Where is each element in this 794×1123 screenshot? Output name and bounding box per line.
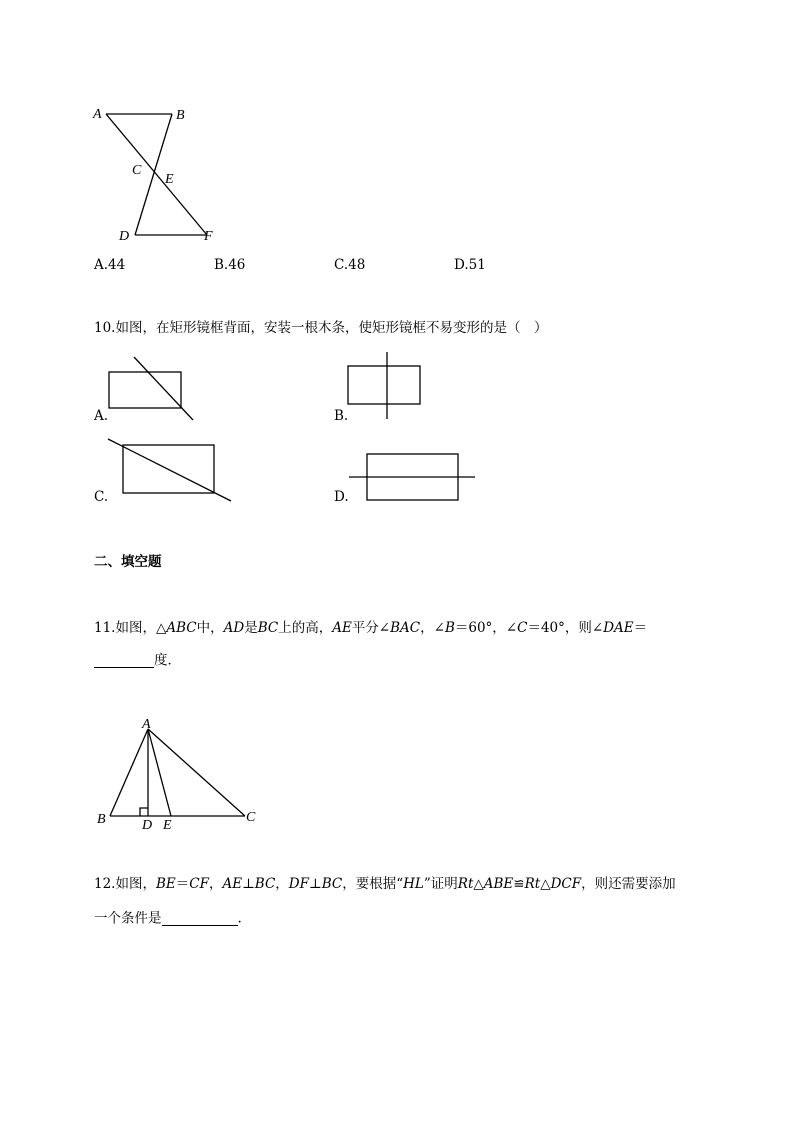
q12-text: ，: [275, 876, 289, 892]
q10-figure-a: [105, 355, 215, 435]
q12-math: ABE: [483, 876, 514, 892]
q12-text: ，: [208, 876, 223, 892]
q12-text: 一个条件是: [94, 910, 162, 927]
q12-text: △: [540, 876, 551, 892]
q9-figure: [90, 103, 230, 243]
segment-ac: [148, 729, 245, 816]
q11-text: ，∠: [420, 620, 445, 636]
label-e: E: [165, 172, 174, 187]
label-e: E: [163, 818, 172, 833]
q10-option-b: B.: [334, 408, 349, 424]
q10-figure-c: [105, 436, 245, 516]
label-c: C: [132, 163, 142, 178]
q12-text: ＝: [175, 876, 190, 892]
q11-text: ＝60°，∠: [454, 620, 518, 636]
q11-figure: [90, 713, 270, 833]
q10-option-a: A.: [94, 408, 109, 424]
label-d: D: [119, 229, 130, 244]
q12-math: CF: [189, 876, 209, 892]
q12-math: DF: [288, 876, 309, 892]
q12-text: ，要根据“: [342, 876, 404, 892]
q11-text: 平分∠: [351, 620, 391, 636]
q12-math: HL: [403, 876, 424, 892]
bisector-ae: [148, 729, 171, 816]
q11-math: ABC: [166, 620, 197, 636]
q12-text: ⊥: [242, 876, 255, 892]
segment-af: [106, 114, 207, 235]
q12-text: ≌: [513, 876, 525, 892]
q12-math: BC: [254, 876, 276, 892]
label-a: A: [142, 717, 151, 732]
q12-math: BC: [321, 876, 343, 892]
q12-text: ⊥: [309, 876, 322, 892]
q11-math: DAE: [603, 620, 634, 636]
q11-tail: 度．: [154, 652, 181, 669]
q12-math: AE: [222, 876, 243, 892]
frame-rect: [109, 372, 181, 408]
q10-figure-b: [345, 352, 435, 432]
wood-strip: [134, 357, 193, 420]
segment-ab: [110, 729, 148, 816]
answer-blank[interactable]: [94, 653, 154, 668]
q12-answer-line: [94, 911, 242, 926]
q11-stem: [94, 622, 647, 636]
label-c: C: [246, 810, 256, 825]
label-a: A: [93, 107, 102, 122]
q9-option-d: D.51: [454, 257, 486, 273]
q10-figure-d: [345, 448, 485, 518]
q11-text: 是: [244, 620, 258, 636]
q12-math: BE: [155, 876, 176, 892]
label-b: B: [176, 108, 185, 123]
q11-text: ＝40°，则∠: [527, 620, 604, 636]
right-angle-mark: [140, 808, 148, 816]
q11-math: BC: [257, 620, 279, 636]
q12-math: Rt: [524, 876, 541, 892]
q11-math: BAC: [390, 620, 421, 636]
q11-text: ＝: [633, 620, 648, 636]
q12-text: 12.如图，: [94, 876, 156, 892]
q12-stem: [94, 878, 676, 892]
q12-math: DCF: [550, 876, 582, 892]
q9-option-c: C.48: [334, 257, 366, 273]
q11-text: 上的高，: [278, 620, 333, 636]
q11-math: C: [517, 620, 528, 636]
label-d: D: [142, 818, 153, 833]
q10-option-c: C.: [94, 489, 109, 505]
section-title: 二、填空题: [94, 554, 162, 570]
label-b: B: [97, 812, 106, 827]
q11-math: B: [444, 620, 455, 636]
answer-blank[interactable]: [162, 911, 238, 926]
q12-text: ，则还需要添加: [581, 876, 676, 892]
q11-answer-line: [94, 653, 181, 668]
q9-option-b: B.46: [214, 257, 246, 273]
q11-text: 11.如图，△: [94, 620, 167, 636]
label-f: F: [204, 229, 213, 244]
q10-option-d: D.: [334, 489, 349, 505]
q9-option-a: A.44: [94, 257, 126, 273]
q12-period: .: [237, 910, 242, 927]
q12-math: Rt: [457, 876, 474, 892]
q11-math: AE: [332, 620, 352, 636]
wood-strip: [108, 439, 231, 501]
frame-rect: [348, 366, 420, 404]
q11-math: AD: [223, 620, 245, 636]
q11-text: 中，: [196, 620, 224, 636]
q10-stem: 10.如图，在矩形镜框背面，安装一根木条，使矩形镜框不易变形的是（ ）: [94, 320, 548, 336]
q12-text: △: [473, 876, 484, 892]
q12-text: ”证明: [423, 876, 458, 892]
